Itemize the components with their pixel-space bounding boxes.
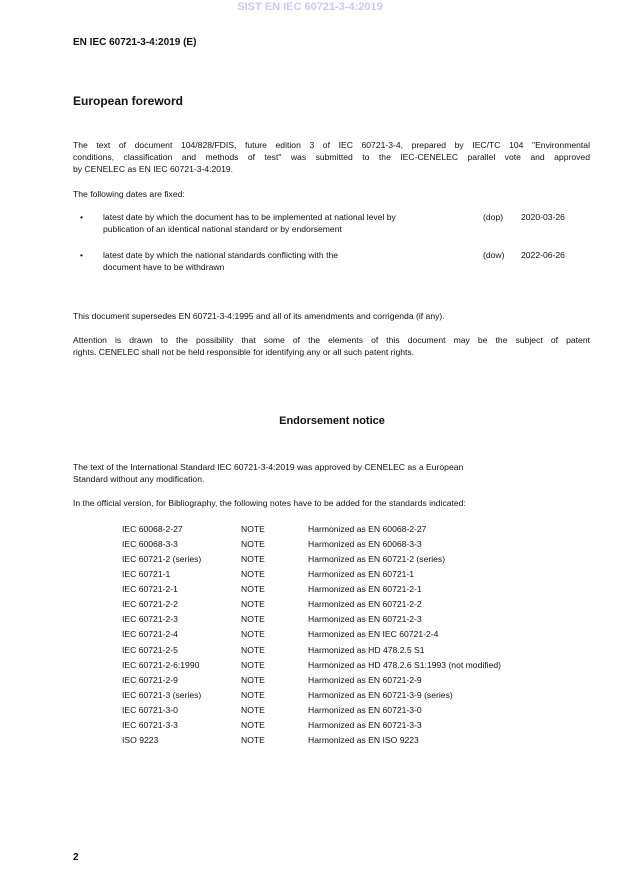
standard-ref: IEC 60721-2-4 <box>122 629 178 640</box>
note-label: NOTE <box>241 599 265 610</box>
note-label: NOTE <box>241 659 265 670</box>
text-line: Standard without any modification. <box>73 474 205 484</box>
standard-ref: ISO 9223 <box>122 734 159 745</box>
note-label: NOTE <box>241 734 265 745</box>
harmonized-text: Harmonized as EN 60721-2-3 <box>308 614 422 625</box>
standard-ref: IEC 60721-3-3 <box>122 719 178 730</box>
table-row <box>122 614 572 629</box>
note-label: NOTE <box>241 704 265 715</box>
date-description <box>103 249 338 273</box>
standard-ref: IEC 60721-3 (series) <box>122 689 202 700</box>
bibliography-intro: In the official version, for Bibliography, the following notes have to be added for the standards indicated: <box>73 498 466 508</box>
harmonized-text: Harmonized as EN 60068-3-3 <box>308 539 422 550</box>
table-row <box>122 584 572 599</box>
document-header: EN IEC 60721-3-4:2019 (E) <box>73 37 197 48</box>
text-line: latest date by which the national standards conflicting with the <box>103 250 339 260</box>
text-line: publication of an identical national standard or by endorsement <box>103 224 342 234</box>
foreword-title: European foreword <box>73 94 184 108</box>
standard-ref: IEC 60068-3-3 <box>122 539 178 550</box>
harmonized-text: Harmonized as EN ISO 9223 <box>308 734 419 745</box>
table-row <box>122 735 572 750</box>
bullet: • <box>80 212 84 222</box>
table-row <box>122 675 572 690</box>
harmonized-text: Harmonized as EN 60068-2-27 <box>308 524 427 534</box>
standard-ref: IEC 60721-2-6:1990 <box>122 659 200 670</box>
foreword-paragraph <box>73 139 590 175</box>
table-row <box>122 720 572 735</box>
note-label: NOTE <box>241 674 265 685</box>
note-label: NOTE <box>241 554 265 565</box>
date-description <box>103 211 396 235</box>
endorsement-title: Endorsement notice <box>279 415 385 427</box>
bullet: • <box>80 250 84 260</box>
table-row <box>122 645 572 660</box>
note-label: NOTE <box>241 644 265 655</box>
table-row <box>122 690 572 705</box>
endorsement-text <box>73 461 590 485</box>
table-row <box>122 569 572 584</box>
harmonized-text: Harmonized as EN 60721-3-0 <box>308 704 422 715</box>
dates-intro: The following dates are fixed: <box>73 189 185 199</box>
note-label: NOTE <box>241 629 265 640</box>
harmonized-text: Harmonized as HD 478.2.6 S1:1993 (not modified) <box>308 659 501 670</box>
text-line: The text of the International Standard IEC 60721-3-4:2019 was approved by CENELEC as a European <box>73 462 464 472</box>
harmonized-text: Harmonized as EN IEC 60721-2-4 <box>308 629 439 640</box>
page-number: 2 <box>73 852 79 863</box>
standard-ref: IEC 60721-2 (series) <box>122 554 202 565</box>
harmonized-text: Harmonized as EN 60721-2 (series) <box>308 554 446 565</box>
harmonized-text: Harmonized as EN 60721-3-3 <box>308 719 422 730</box>
harmonized-text: Harmonized as EN 60721-3-9 (series) <box>308 689 453 700</box>
table-row <box>122 539 572 554</box>
note-label: NOTE <box>241 614 265 625</box>
watermark: SIST EN IEC 60721-3-4:2019 <box>237 1 383 13</box>
note-label: NOTE <box>241 689 265 700</box>
text-line: document have to be withdrawn <box>103 262 225 272</box>
date-code: (dop) <box>483 212 504 222</box>
note-label: NOTE <box>241 719 265 730</box>
harmonized-text: Harmonized as EN 60721-2-1 <box>308 584 422 595</box>
text-line: The text of document 104/828/FDIS, future edition 3 of IEC 60721-3-4, prepared by IEC/TC 104 "Environmental <box>73 140 590 150</box>
supersedes-text: This document supersedes EN 60721-3-4:1995 and all of its amendments and corrigenda (if any). <box>73 311 445 321</box>
date-value: 2022-06-26 <box>521 250 565 260</box>
text-line: Attention is drawn to the possibility that some of the elements of this document may be the subject of patent <box>73 335 590 345</box>
attention-paragraph <box>73 334 590 358</box>
table-row <box>122 599 572 614</box>
harmonized-text: Harmonized as EN 60721-2-9 <box>308 674 422 685</box>
standard-ref: IEC 60721-2-1 <box>122 584 178 595</box>
note-label: NOTE <box>241 539 265 550</box>
table-row <box>122 705 572 720</box>
date-value: 2020-03-26 <box>521 212 565 222</box>
standard-ref: IEC 60721-2-3 <box>122 614 178 625</box>
harmonized-text: Harmonized as EN 60721-2-2 <box>308 599 422 610</box>
text-line: latest date by which the document has to be implemented at national level by <box>103 212 396 222</box>
standard-ref: IEC 60068-2-27 <box>122 524 183 534</box>
table-row <box>122 524 572 539</box>
harmonized-text: Harmonized as HD 478.2.5 S1 <box>308 644 425 655</box>
table-row <box>122 660 572 675</box>
note-label: NOTE <box>241 524 265 534</box>
text-line: by CENELEC as EN IEC 60721-3-4:2019. <box>73 164 234 174</box>
text-line: rights. CENELEC shall not be held responsible for identifying any or all such patent rights. <box>73 347 415 357</box>
harmonized-text: Harmonized as EN 60721-1 <box>308 569 415 580</box>
note-label: NOTE <box>241 569 265 580</box>
standard-ref: IEC 60721-2-5 <box>122 644 178 655</box>
note-label: NOTE <box>241 584 265 595</box>
standard-ref: IEC 60721-2-2 <box>122 599 178 610</box>
standard-ref: IEC 60721-1 <box>122 569 171 580</box>
table-row <box>122 554 572 569</box>
standard-ref: IEC 60721-3-0 <box>122 704 178 715</box>
table-row <box>122 629 572 644</box>
standard-ref: IEC 60721-2-9 <box>122 674 178 685</box>
text-line: conditions, classification and methods of test" was submitted to the IEC-CENELEC parallel vote and approved <box>73 152 590 162</box>
date-code: (dow) <box>483 250 505 260</box>
